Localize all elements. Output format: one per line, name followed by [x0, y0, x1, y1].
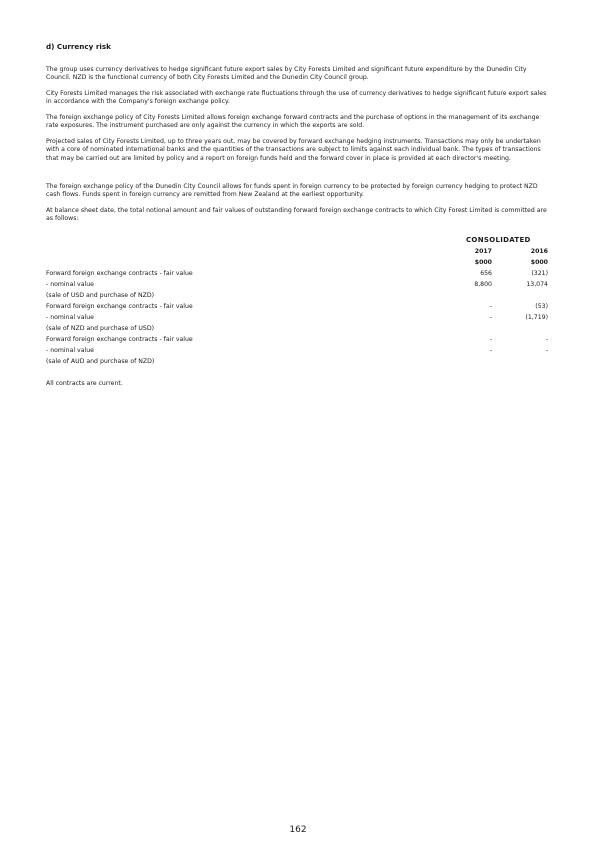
table-row [46, 281, 552, 291]
table-row [46, 325, 552, 335]
row-label: (sale of NZD and purchase of USD) [46, 325, 154, 332]
row-label: (sale of AUD and purchase of NZD) [46, 358, 155, 365]
value-2016: - [545, 347, 548, 354]
row-label: Forward foreign exchange contracts - fair value [46, 336, 193, 343]
unit-2016: $000 [530, 259, 548, 266]
row-label: (sale of USD and purchase of NZD) [46, 292, 154, 299]
value-2017: 656 [480, 270, 492, 277]
value-2016: (53) [535, 303, 548, 310]
value-2016: (321) [531, 270, 548, 277]
paragraph: At balance sheet date, the total notional amount and fair values of outstanding forward foreign exchange contracts to which City Forest Limited is committed are as follows: [46, 207, 547, 223]
col-2016-header: 2016 [530, 248, 548, 255]
paragraph: City Forests Limited manages the risk associated with exchange rate fluctuations through the use of currency derivatives to hedge significant future export sales in accordance with the Company's foreign exchange policy. [46, 90, 547, 106]
table-row [46, 292, 552, 302]
row-label: - nominal value [46, 347, 94, 354]
footer-note: All contracts are current. [46, 380, 123, 387]
paragraph: Projected sales of City Forests Limited, up to three years out, may be covered by forward exchange hedging instruments. Transactions may only be undertaken with a core of nominated international banks and the quantities of the transactions are subject to limits against each individual bank. The types of transactions that may be carried out are limited by policy and a report on foreign funds held and the forward cover in place is provided at each director's meeting. [46, 138, 541, 162]
table-row [46, 358, 552, 368]
value-2017: - [489, 347, 492, 354]
col-2017-header: 2017 [474, 248, 492, 255]
value-2017: 8,800 [474, 281, 492, 288]
row-label: - nominal value [46, 281, 94, 288]
row-label: Forward foreign exchange contracts - fair value [46, 270, 193, 277]
paragraph: The foreign exchange policy of the Dunedin City Council allows for funds spent in foreign currency to be protected by foreign currency hedging to protect NZD cash flows. Funds spent in foreign currency are remitted from New Zealand at the earliest opportunity. [46, 183, 538, 199]
page-number: 162 [289, 825, 307, 835]
year-header-row [46, 248, 552, 258]
value-2016: (1,719) [525, 314, 548, 321]
table-row [46, 347, 552, 357]
value-2017: - [489, 314, 492, 321]
paragraph: The group uses currency derivatives to hedge significant future export sales by City Forests Limited and significant future expenditure by the Dunedin City Council. NZD is the functional currency of both City Forests Limited and the Dunedin City Council group. [46, 66, 527, 82]
unit-2017: $000 [474, 259, 492, 266]
table-row [46, 303, 552, 313]
value-2016: - [545, 336, 548, 343]
unit-header-row [46, 259, 552, 269]
table-row [46, 336, 552, 346]
row-label: - nominal value [46, 314, 94, 321]
table-row [46, 314, 552, 324]
consolidated-header: CONSOLIDATED [466, 236, 531, 244]
paragraph: The foreign exchange policy of City Forests Limited allows foreign exchange forward contracts and the purchase of options in the management of its exchange rate exposures. The instrument purchased are only against the currency in which the exports are sold. [46, 114, 540, 130]
value-2016: 13,074 [526, 281, 548, 288]
value-2017: - [489, 336, 492, 343]
section-heading: d) Currency risk [46, 42, 111, 51]
row-label: Forward foreign exchange contracts - fair value [46, 303, 193, 310]
table-row [46, 270, 552, 280]
value-2017: - [489, 303, 492, 310]
